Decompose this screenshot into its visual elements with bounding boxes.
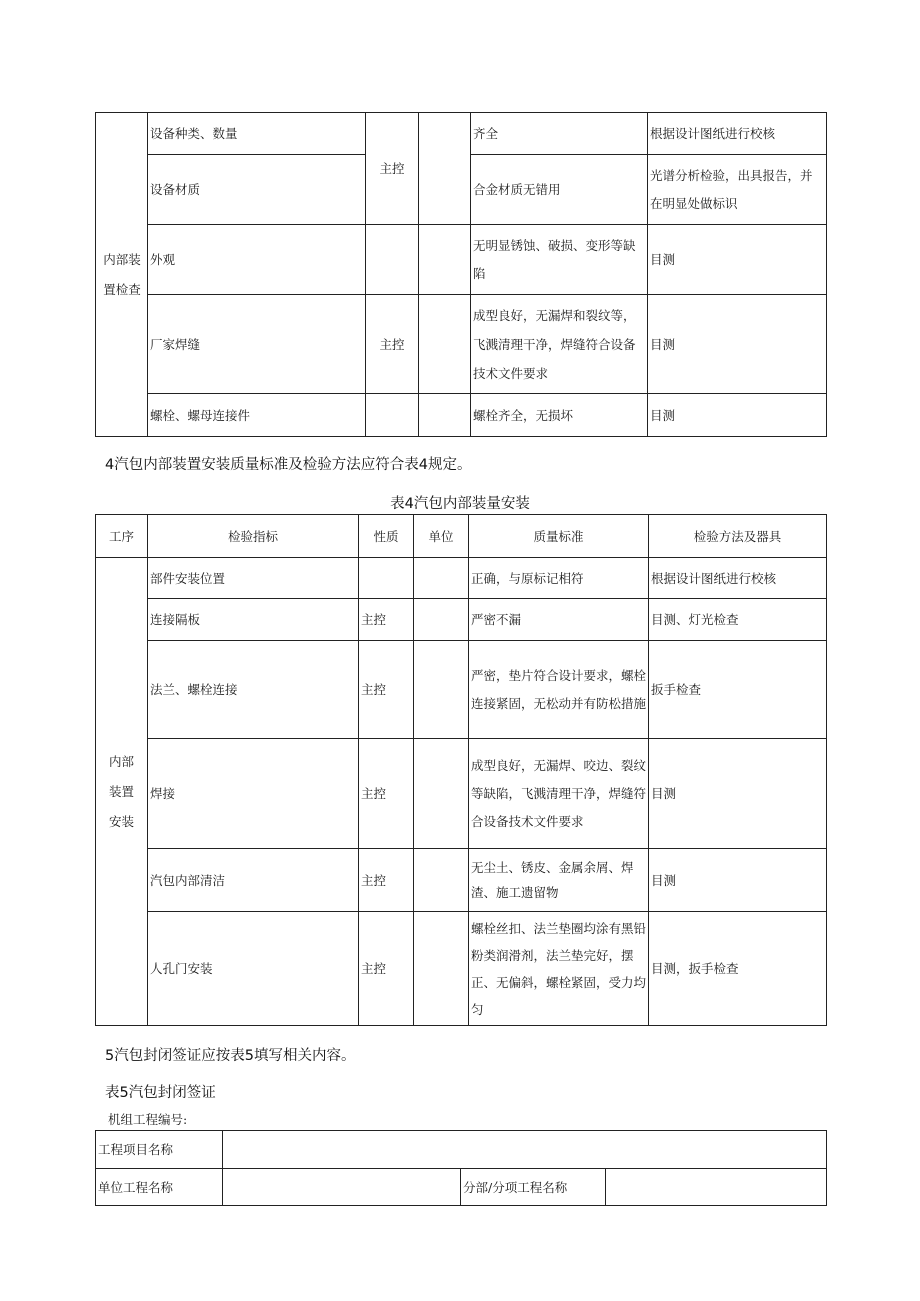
- cell-item: 厂家焊缝: [148, 295, 366, 394]
- cell-item: 汽包内部清洁: [148, 849, 359, 912]
- table-row: [96, 113, 827, 155]
- cell-nature: 主控: [366, 295, 419, 394]
- section-4-heading: 4汽包内部装置安装质量标准及检验方法应符合表4规定。: [105, 457, 472, 473]
- cell-unit: [414, 558, 469, 599]
- cell-standard: 严密，垫片符合设计要求，螺栓连接紧固，无松动并有防松措施: [469, 641, 649, 739]
- cell-nature: 主控: [359, 912, 414, 1026]
- header-standard: 质量标准: [469, 515, 649, 558]
- cell-item: 设备材质: [148, 155, 366, 225]
- unit-project-label: 单位工程名称: [96, 1169, 223, 1206]
- cell-standard: 严密不漏: [469, 599, 649, 641]
- cell-nature: 主控: [359, 849, 414, 912]
- sub-project-value[interactable]: [606, 1169, 827, 1206]
- cell-method: 目测、灯光检查: [649, 599, 827, 641]
- cell-unit: [419, 295, 471, 394]
- cell-standard: 正确，与原标记相符: [469, 558, 649, 599]
- group-label-inspection: [96, 113, 148, 437]
- table-row: [96, 558, 827, 599]
- table-row: [96, 599, 827, 641]
- table-row: [96, 1131, 827, 1169]
- cell-method: 目测: [648, 225, 827, 295]
- unit-project-value[interactable]: [223, 1169, 461, 1206]
- cell-method: 目测: [648, 295, 827, 394]
- cell-method: 目测: [648, 394, 827, 437]
- cell-nature: 主控: [359, 599, 414, 641]
- header-nature: 性质: [359, 515, 414, 558]
- cell-standard: 合金材质无错用: [471, 155, 648, 225]
- table-seal-certificate: [95, 1130, 827, 1206]
- table-4-caption: 表4汽包内部装量安装: [390, 496, 530, 512]
- cell-standard: 成型良好，无漏焊、咬边、裂纹等缺陷，飞溅清理干净，焊缝符合设备技术文件要求: [469, 739, 649, 849]
- cell-item: 连接隔板: [148, 599, 359, 641]
- cell-method: 目测: [649, 849, 827, 912]
- group-label-text: 内部装置检查: [103, 251, 141, 297]
- cell-method: 目测: [649, 739, 827, 849]
- cell-nature: [366, 394, 419, 437]
- cell-method: 目测，扳手检查: [649, 912, 827, 1026]
- sub-project-label: 分部/分项工程名称: [461, 1169, 606, 1206]
- cell-unit: [419, 394, 471, 437]
- cell-unit: [419, 113, 471, 225]
- cell-unit: [414, 739, 469, 849]
- group-label-text: 内部装置安装: [108, 753, 134, 829]
- cell-unit: [414, 912, 469, 1026]
- cell-standard: 无明显锈蚀、破损、变形等缺陷: [471, 225, 648, 295]
- cell-unit: [414, 641, 469, 739]
- group-label-installation: [96, 558, 148, 1026]
- cell-method: 根据设计图纸进行校核: [648, 113, 827, 155]
- unit-number-label: 机组工程编号:: [108, 1112, 188, 1127]
- cell-unit: [414, 599, 469, 641]
- cell-method: 扳手检查: [649, 641, 827, 739]
- header-method: 检验方法及器具: [649, 515, 827, 558]
- cell-item: 焊接: [148, 739, 359, 849]
- cell-method: 根据设计图纸进行校核: [649, 558, 827, 599]
- cell-standard: 无尘土、锈皮、金属余屑、焊渣、施工遗留物: [469, 849, 649, 912]
- section-5-heading: 5汽包封闭签证应按表5填写相关内容。: [105, 1048, 356, 1064]
- project-name-value[interactable]: [223, 1131, 827, 1169]
- table-row: [96, 912, 827, 1026]
- cell-standard: 齐全: [471, 113, 648, 155]
- cell-nature: [359, 558, 414, 599]
- cell-nature: 主控: [359, 641, 414, 739]
- table-row: [96, 1169, 827, 1206]
- table-header-row: [96, 515, 827, 558]
- cell-method: 光谱分析检验，出具报告，并在明显处做标识: [648, 155, 827, 225]
- cell-item: 设备种类、数量: [148, 113, 366, 155]
- project-name-label: 工程项目名称: [96, 1131, 223, 1169]
- cell-unit: [419, 225, 471, 295]
- cell-item: 螺栓、螺母连接件: [148, 394, 366, 437]
- table-row: [96, 641, 827, 739]
- table-row: [96, 394, 827, 437]
- table-inspection: [95, 112, 827, 437]
- table-5-caption: 表5汽包封闭签证: [105, 1085, 216, 1101]
- table-row: [96, 225, 827, 295]
- table-installation: [95, 514, 827, 1026]
- cell-item: 人孔门安装: [148, 912, 359, 1026]
- header-indicator: 检验指标: [148, 515, 359, 558]
- cell-item: 部件安装位置: [148, 558, 359, 599]
- cell-item: 法兰、螺栓连接: [148, 641, 359, 739]
- table-row: [96, 295, 827, 394]
- cell-standard: 成型良好，无漏焊和裂纹等，飞溅清理干净，焊缝符合设备技术文件要求: [471, 295, 648, 394]
- cell-standard: 螺栓齐全，无损坏: [471, 394, 648, 437]
- table-row: [96, 739, 827, 849]
- cell-nature: [366, 225, 419, 295]
- cell-nature: 主控: [359, 739, 414, 849]
- cell-item: 外观: [148, 225, 366, 295]
- cell-unit: [414, 849, 469, 912]
- table-row: [96, 849, 827, 912]
- header-process: 工序: [96, 515, 148, 558]
- cell-nature: 主控: [366, 113, 419, 225]
- cell-standard: 螺栓丝扣、法兰垫圈均涂有黑铅粉类润滑剂，法兰垫完好，摆正、无偏斜，螺栓紧固，受力均匀: [469, 912, 649, 1026]
- header-unit: 单位: [414, 515, 469, 558]
